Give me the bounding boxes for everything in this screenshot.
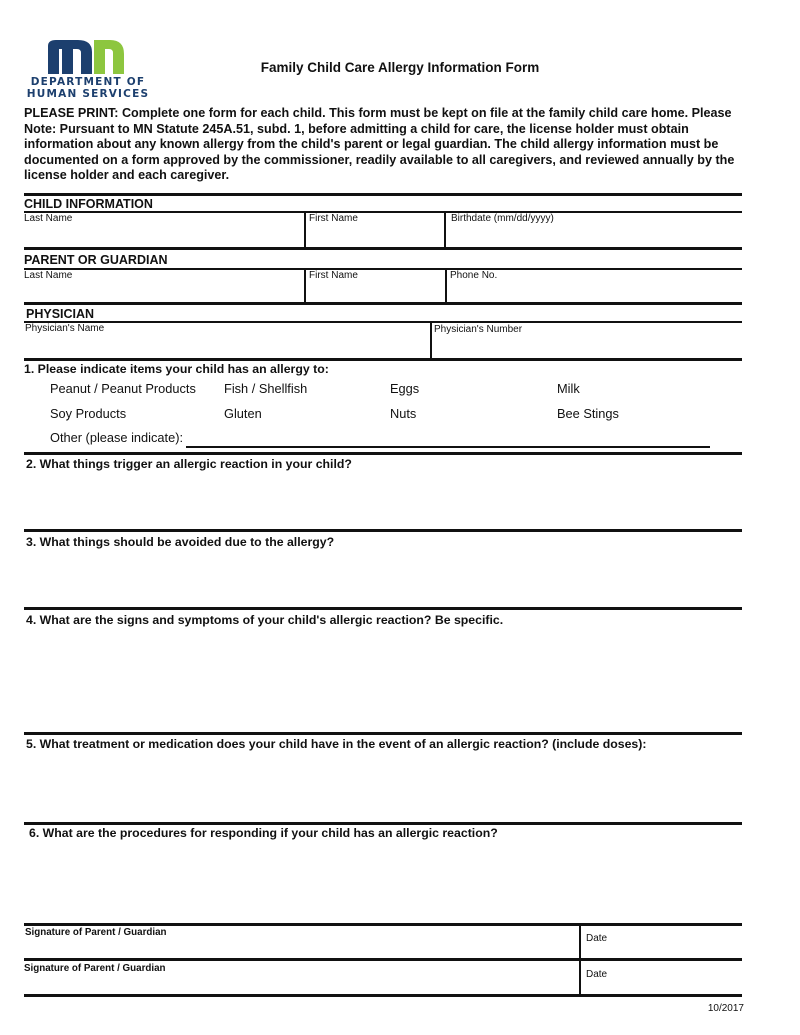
physician-heading: PHYSICIAN — [26, 307, 95, 321]
divider — [24, 994, 742, 997]
parent-heading: PARENT OR GUARDIAN — [24, 253, 168, 267]
date-input-2[interactable] — [612, 966, 740, 986]
mn-logo-icon — [26, 36, 150, 76]
divider — [24, 452, 742, 455]
allergy-option-bee-stings[interactable]: Bee Stings — [557, 406, 619, 421]
divider — [24, 268, 742, 270]
divider — [24, 529, 742, 532]
allergy-option-eggs[interactable]: Eggs — [390, 381, 420, 396]
parent-first-name-input[interactable] — [309, 283, 443, 303]
date-label-1: Date — [586, 933, 608, 944]
divider — [24, 732, 742, 735]
question-2: 2. What things trigger an allergic reaction in your child? — [26, 457, 352, 471]
divider — [430, 321, 432, 359]
allergy-option-milk[interactable]: Milk — [557, 381, 580, 396]
parent-last-name-input[interactable] — [24, 283, 304, 303]
child-last-name-label: Last Name — [24, 213, 73, 224]
signature-label-1: Signature of Parent / Guardian — [25, 927, 167, 938]
child-info-heading: CHILD INFORMATION — [24, 197, 153, 211]
signature-label-2: Signature of Parent / Guardian — [24, 963, 166, 974]
parent-last-name-label: Last Name — [24, 270, 73, 281]
child-first-name-input[interactable] — [309, 226, 443, 248]
physician-name-input[interactable] — [25, 337, 429, 359]
mn-dhs-logo — [26, 36, 150, 100]
divider — [24, 321, 742, 323]
allergy-option-fish[interactable]: Fish / Shellfish — [224, 381, 308, 396]
question-4: 4. What are the signs and symptoms of your child's allergic reaction? Be specific. — [26, 613, 504, 627]
allergy-option-soy[interactable]: Soy Products — [50, 406, 127, 421]
allergy-option-peanut[interactable]: Peanut / Peanut Products — [50, 381, 196, 396]
divider — [304, 268, 306, 303]
other-allergy-label: Other (please indicate): — [50, 430, 184, 445]
parent-first-name-label: First Name — [309, 270, 358, 281]
child-birthdate-label: Birthdate (mm/dd/yyyy) — [451, 213, 554, 224]
allergy-option-gluten[interactable]: Gluten — [224, 406, 262, 421]
other-allergy-underline — [186, 446, 710, 448]
signature-input-2[interactable] — [24, 976, 578, 994]
revision-date: 10/2017 — [707, 1003, 744, 1014]
allergy-option-nuts[interactable]: Nuts — [390, 406, 417, 421]
date-input-1[interactable] — [612, 930, 740, 950]
divider — [24, 358, 742, 361]
child-first-name-label: First Name — [309, 213, 358, 224]
question-3: 3. What things should be avoided due to the allergy? — [26, 535, 335, 549]
divider — [304, 211, 306, 248]
parent-phone-label: Phone No. — [450, 270, 498, 281]
intro-instructions: PLEASE PRINT: Complete one form for each child. This form must be kept on file at the family child care home. Please Note: Pursuant to MN Statute 245A.51, subd. 1, before admitting a child for care, the license holder must obtain information about any known allergy from the child's parent or legal guardian. The child allergy information must be documented on a form approved by the commissioner, readily available to all caregivers, and reviewed annually by the license holder and each caregiver. — [24, 106, 735, 183]
question-6: 6. What are the procedures for responding if your child has an allergic reaction? — [29, 826, 498, 840]
question-3-answer[interactable] — [26, 554, 742, 608]
question-1: 1. Please indicate items your child has an allergy to: — [24, 362, 329, 376]
question-2-answer[interactable] — [26, 476, 742, 530]
physician-number-label: Physician's Number — [434, 324, 523, 335]
divider — [24, 958, 742, 961]
logo-line1: DEPARTMENT OF — [30, 76, 146, 88]
signature-input-1[interactable] — [25, 940, 579, 958]
divider — [24, 607, 742, 610]
question-4-answer[interactable] — [26, 632, 742, 732]
question-5: 5. What treatment or medication does your child have in the event of an allergic reaction? (include doses): — [26, 737, 647, 751]
divider — [444, 211, 446, 248]
divider — [445, 268, 447, 303]
question-6-answer[interactable] — [26, 846, 742, 924]
question-5-answer[interactable] — [26, 756, 742, 824]
logo-line2: HUMAN SERVICES — [26, 88, 150, 100]
child-birthdate-input[interactable] — [451, 226, 740, 248]
divider — [24, 822, 742, 825]
form-title: Family Child Care Allergy Information Form — [260, 60, 540, 75]
physician-name-label: Physician's Name — [25, 323, 105, 334]
date-label-2: Date — [586, 969, 608, 980]
physician-number-input[interactable] — [434, 337, 740, 359]
other-allergy-input[interactable] — [188, 429, 712, 447]
divider — [24, 302, 742, 305]
divider — [24, 247, 742, 250]
divider — [24, 193, 742, 196]
parent-phone-input[interactable] — [450, 283, 740, 303]
child-last-name-input[interactable] — [24, 226, 304, 248]
divider — [24, 923, 742, 926]
divider — [24, 211, 742, 213]
